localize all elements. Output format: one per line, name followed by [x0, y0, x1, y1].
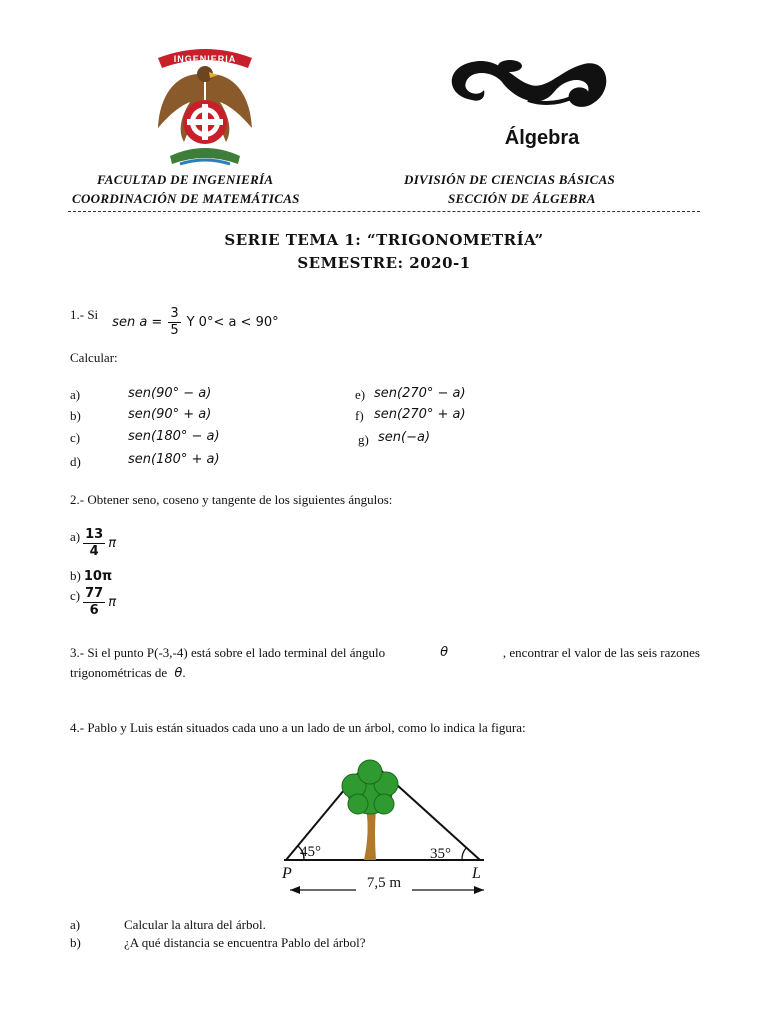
q3-line2-b: . [182, 665, 186, 680]
q1-item-b-label: b) [70, 408, 81, 423]
q3-line2-a: trigonométricas de [70, 665, 168, 680]
semester-title: SEMESTRE: 2020-1 [297, 254, 471, 272]
distance-label: 7,5 m [366, 875, 402, 891]
q4-item-a-label: a) [70, 917, 81, 932]
q1-item-g-expr: sen(−a) [378, 430, 431, 445]
q2-item-c-num: 77 [85, 586, 104, 601]
q1-item-f-label: f) [355, 408, 364, 423]
unam-engineering-logo [150, 44, 260, 170]
faculty-name: FACULTAD DE INGENIERÍA [97, 172, 274, 187]
q3-theta-symbol-2: θ [174, 666, 183, 681]
q2-statement: 2.- Obtener seno, coseno y tangente de los siguientes ángulos: [70, 492, 393, 507]
angle-left-label: 45° [300, 844, 321, 860]
q4-item-b-label: b) [70, 935, 81, 950]
q1-item-e-expr: sen(270° − a) [374, 386, 466, 401]
q2-item-b-label: b) [70, 568, 81, 583]
q1-item-f-expr: sen(270° + a) [374, 407, 466, 422]
q3-line1-a: 3.- Si el punto P(-3,-4) está sobre el lado terminal del ángulo [70, 645, 386, 660]
q2-item-c-fraction [83, 586, 105, 619]
series-title: SERIE TEMA 1: “TRIGONOMETRÍA” [224, 231, 544, 249]
point-luis-label: L [472, 865, 481, 882]
q2-item-c-label: c) [70, 587, 81, 603]
logo-banner-text: INGENIERIA [173, 54, 237, 64]
q2-item-b-expr: 10π [83, 568, 113, 584]
algebra-logo-text: Álgebra [504, 127, 580, 149]
q1-item-b-expr: sen(90° + a) [128, 407, 212, 422]
q1-item-d-label: d) [70, 454, 81, 469]
q1-prefix: 1.- Si [70, 306, 99, 322]
q2-item-c [70, 586, 116, 619]
q2-item-a-label: a) [70, 528, 81, 544]
q1-item-a-label: a) [70, 387, 81, 402]
q1-item-e-label: e) [355, 387, 366, 402]
division-name: DIVISIÓN DE CIENCIAS BÁSICAS [404, 172, 616, 187]
q3-line1 [70, 645, 700, 661]
q1-item-c-label: c) [70, 430, 81, 445]
q2-item-a-num: 13 [85, 527, 104, 542]
q1-fraction [168, 306, 180, 339]
q2-item-b [70, 568, 112, 584]
q2-item-a [70, 527, 116, 560]
section-name: SECCIÓN DE ÁLGEBRA [448, 191, 596, 206]
q1-item-d-expr: sen(180° + a) [128, 452, 220, 467]
q2-item-a-den: 4 [89, 544, 99, 559]
q1-item-g-label: g) [358, 432, 369, 447]
tree-trunk [364, 808, 376, 860]
q1-statement [70, 306, 279, 339]
q3-line1-b: , encontrar el valor de las seis razones [502, 645, 700, 660]
coordination-name: COORDINACIÓN DE MATEMÁTICAS [72, 191, 300, 206]
angle-right-label: 35° [430, 846, 451, 862]
q1-fraction-den: 5 [170, 323, 179, 338]
header-divider [68, 211, 700, 212]
q1-item-a-expr: sen(90° − a) [128, 386, 212, 401]
q1-calc-label: Calcular: [70, 350, 118, 365]
q2-item-a-fraction [83, 527, 105, 560]
q2-item-a-pi: π [108, 536, 117, 551]
q1-condition: Y 0°< a < 90° [186, 315, 279, 330]
q1-item-c-expr: sen(180° − a) [128, 429, 220, 444]
q1-lhs: sen a = [112, 315, 163, 330]
q3-theta-symbol: θ [440, 645, 449, 660]
q4-statement: 4.- Pablo y Luis están situados cada uno a un lado de un árbol, como lo indica la figura: [70, 720, 526, 735]
algebra-logo [442, 52, 612, 152]
angle-arc-right [462, 848, 466, 860]
q1-fraction-num: 3 [170, 306, 179, 321]
q4-item-b-text: ¿A qué distancia se encuentra Pablo del árbol? [124, 935, 366, 950]
q3-line2 [70, 665, 186, 681]
q2-item-c-den: 6 [89, 603, 99, 618]
q4-item-a-text: Calcular la altura del árbol. [124, 917, 266, 932]
point-pablo-label: P [282, 865, 292, 882]
q2-item-c-pi: π [108, 595, 117, 610]
tree-figure [278, 756, 498, 896]
tree-crown [342, 760, 398, 814]
